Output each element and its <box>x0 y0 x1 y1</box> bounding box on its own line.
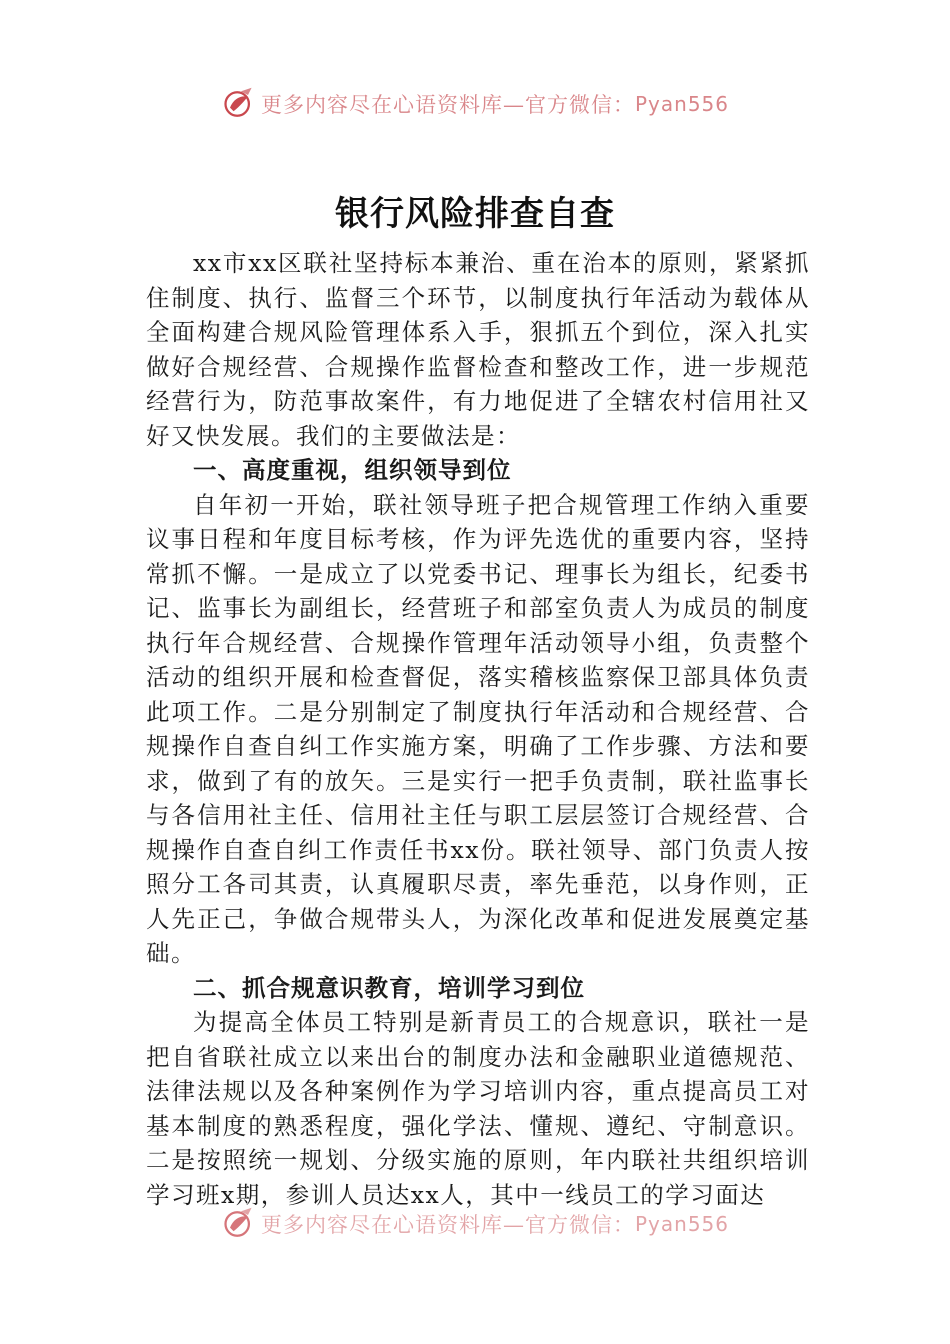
document-body <box>146 246 810 1212</box>
watermark-text: 更多内容尽在心语资料库—官方微信： <box>260 1213 635 1237</box>
section-2-heading: 二、抓合规意识教育，培训学习到位 <box>193 973 585 1002</box>
watermark-footer <box>0 1204 950 1244</box>
library-logo-icon <box>221 86 257 122</box>
watermark-handle: Pyan556 <box>634 1212 729 1236</box>
intro-paragraph: xx市xx区联社坚持标本兼治、重在治本的原则，紧紧抓住制度、执行、监督三个环节，以制度执行年活动为载体从全面构建合规风险管理体系入手，狠抓五个到位，深入扎实做好合规经营、合规操作监督检查和整改工作，进一步规范经营行为，防范事故案件，有力地促进了全辖农村信用社又好又快发展。我们的主要做法是： <box>146 249 810 450</box>
watermark-text: 更多内容尽在心语资料库—官方微信： <box>260 93 635 117</box>
document-title: 银行风险排查自查 <box>335 194 615 234</box>
section-2-paragraph: 为提高全体员工特别是新青员工的合规意识，联社一是把自省联社成立以来出台的制度办法和金融职业道德规范、法律法规以及各种案例作为学习培训内容，重点提高员工对基本制度的熟悉程度，强化学法、懂规、遵纪、守制意识。二是按照统一规划、分级实施的原则，年内联社共组织培训学习班x期，参训人员达xx人，其中一线员工的学习面达 <box>146 1008 810 1209</box>
watermark-handle: Pyan556 <box>634 92 729 116</box>
section-1-heading: 一、高度重视，组织领导到位 <box>193 456 512 484</box>
watermark-header <box>0 84 950 124</box>
section-1-paragraph: 自年初一开始，联社领导班子把合规管理工作纳入重要议事日程和年度目标考核，作为评先选优的重要内容，坚持常抓不懈。一是成立了以党委书记、理事长为组长，纪委书记、监事长为副组长，经营班子和部室负责人为成员的制度执行年合规经营、合规操作管理年活动领导小组，负责整个活动的组织开展和检查督促，落实稽核监察保卫部具体负责此项工作。二是分别制定了制度执行年活动和合规经营、合规操作自查自纠工作实施方案，明确了工作步骤、方法和要求，做到了有的放矢。三是实行一把手负责制，联社监事长与各信用社主任、信用社主任与职工层层签订合规经营、合规操作自查自纠工作责任书xx份。联社领导、部门负责人按照分工各司其责，认真履职尽责，率先垂范，以身作则，正人先正己，争做合规带头人，为深化改革和促进发展奠定基础。 <box>146 490 810 967</box>
library-logo-icon <box>221 1206 257 1242</box>
